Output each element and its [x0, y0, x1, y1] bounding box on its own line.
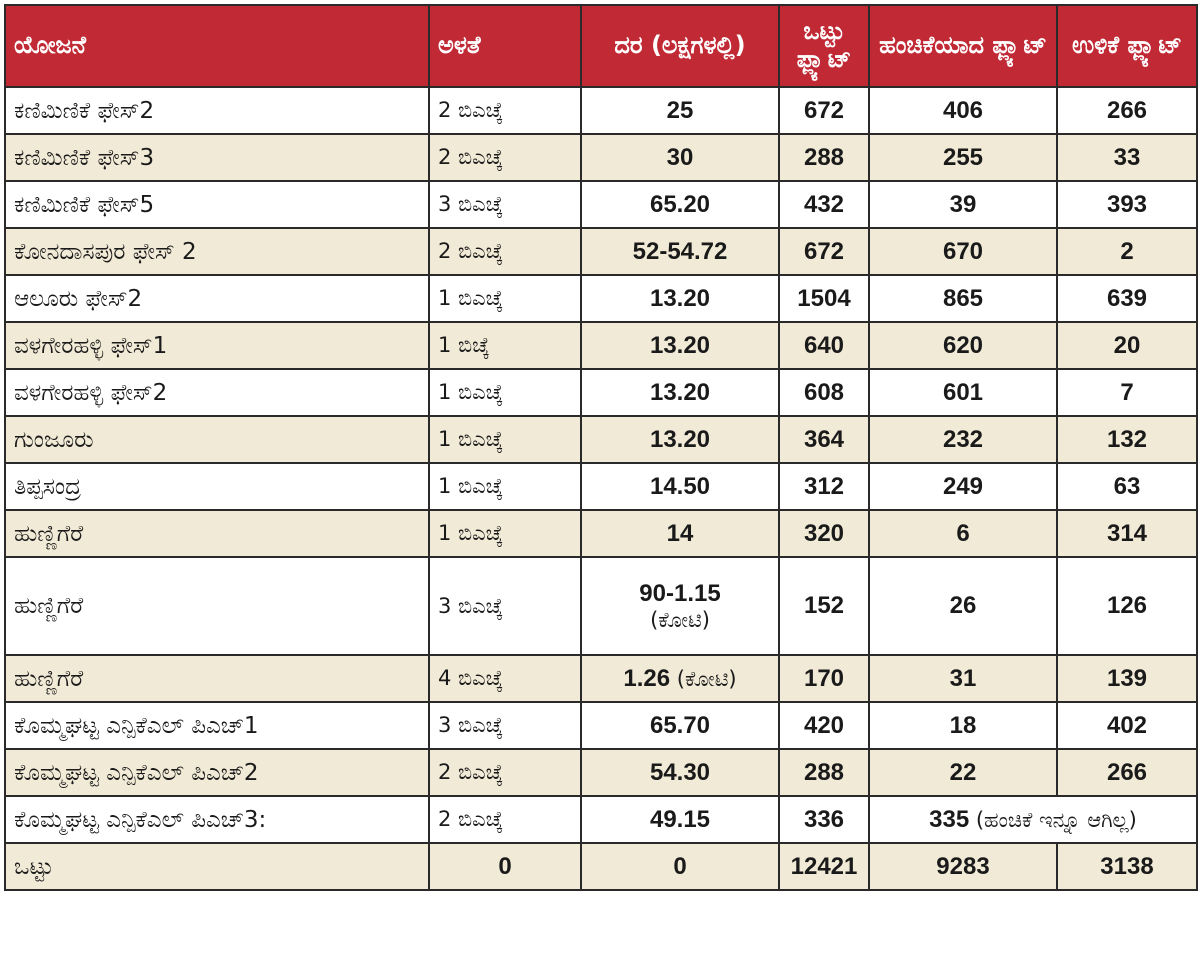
remaining-flats-value: 266 — [1057, 749, 1197, 796]
scheme-name: ಕಣಿಮಿಣಿಕೆ ಫೇಸ್5 — [5, 181, 429, 228]
scheme-name: ಗುಂಜೂರು — [5, 416, 429, 463]
total-flats-value: 364 — [779, 416, 869, 463]
allotted-flats-value: 601 — [869, 369, 1057, 416]
flat-size: 3 ಬಿಎಚ್ಕೆ — [429, 557, 581, 655]
allotted-flats-value: 31 — [869, 655, 1057, 702]
flat-size: 1 ಬಿಎಚ್ಕೆ — [429, 463, 581, 510]
remaining-flats-value: 139 — [1057, 655, 1197, 702]
header-total-flats: ಒಟ್ಟು ಫ್ಲ್ಯಾಟ್ — [779, 5, 869, 87]
scheme-name: ಕೋನದಾಸಪುರ ಫೇಸ್ 2 — [5, 228, 429, 275]
table-row — [5, 275, 1197, 322]
remaining-flats-value: 266 — [1057, 87, 1197, 134]
remaining-flats-value: 132 — [1057, 416, 1197, 463]
allotted-flats-value: 406 — [869, 87, 1057, 134]
rate-cell — [581, 655, 779, 702]
flat-size: 2 ಬಿಎಚ್ಕೆ — [429, 87, 581, 134]
table-row — [5, 322, 1197, 369]
allotted-flats-value: 670 — [869, 228, 1057, 275]
scheme-name: ಆಲೂರು ಫೇಸ್2 — [5, 275, 429, 322]
total-flats-value: 672 — [779, 87, 869, 134]
total-flats-value: 432 — [779, 181, 869, 228]
table-row — [5, 557, 1197, 655]
remaining-flats-value: 393 — [1057, 181, 1197, 228]
allotted-flats-value: 232 — [869, 416, 1057, 463]
table-row — [5, 702, 1197, 749]
rate-value: 13.20 — [581, 275, 779, 322]
rate-value: 54.30 — [581, 749, 779, 796]
total-flats-value: 288 — [779, 749, 869, 796]
scheme-name: ತಿಪ್ಪಸಂದ್ರ — [5, 463, 429, 510]
rate-value: 14.50 — [581, 463, 779, 510]
allotted-flats-value: 620 — [869, 322, 1057, 369]
scheme-name: ಹುಣ್ಣಿಗೆರೆ — [5, 557, 429, 655]
header-size: ಅಳತೆ — [429, 5, 581, 87]
rate-value: 52-54.72 — [581, 228, 779, 275]
allotted-flats-value: 22 — [869, 749, 1057, 796]
flat-size: 1 ಬಿಎಚ್ಕೆ — [429, 416, 581, 463]
header-rate: ದರ (ಲಕ್ಷಗಳಲ್ಲಿ) — [581, 5, 779, 87]
rate-value: 13.20 — [581, 322, 779, 369]
table-row — [5, 181, 1197, 228]
remaining-flats-value: 63 — [1057, 463, 1197, 510]
total-flats-value: 672 — [779, 228, 869, 275]
flat-size: 3 ಬಿಎಚ್ಕೆ — [429, 181, 581, 228]
flat-size: 1 ಬಿಚ್ಕೆ — [429, 322, 581, 369]
remaining-flats-value: 2 — [1057, 228, 1197, 275]
flat-size: 1 ಬಿಎಚ್ಕೆ — [429, 369, 581, 416]
rate-value: 14 — [581, 510, 779, 557]
remaining-flats-value: 33 — [1057, 134, 1197, 181]
allotted-flats-value: 18 — [869, 702, 1057, 749]
total-flats-value: 640 — [779, 322, 869, 369]
table-row — [5, 134, 1197, 181]
allotted-flats-value: 249 — [869, 463, 1057, 510]
remaining-flats-value: 314 — [1057, 510, 1197, 557]
header-remaining-flats: ಉಳಿಕೆ ಫ್ಲ್ಯಾಟ್ — [1057, 5, 1197, 87]
remaining-flats-value: 402 — [1057, 702, 1197, 749]
allotment-pending-note: (ಹಂಚಿಕೆ ಇನ್ನೂ ಆಗಿಲ್ಲ) — [969, 807, 1137, 832]
scheme-name: ಹುಣ್ಣಿಗೆರೆ — [5, 655, 429, 702]
allotted-flats-value: 335 — [929, 805, 970, 833]
housing-schemes-table-container — [4, 4, 1196, 891]
total-size-value: 0 — [429, 843, 581, 890]
scheme-name: ಕೊಮ್ಮಘಟ್ಟ ಎನ್ಪಿಕೆಎಲ್ ಪಿಎಚ್2 — [5, 749, 429, 796]
total-flats-value: 320 — [779, 510, 869, 557]
rate-value: 13.20 — [581, 369, 779, 416]
allotted-flats-value: 26 — [869, 557, 1057, 655]
flat-size: 1 ಬಿಎಚ್ಕೆ — [429, 275, 581, 322]
table-header-row — [5, 5, 1197, 87]
allotted-flats-value: 6 — [869, 510, 1057, 557]
rate-unit-note: (ಕೋಟಿ) — [650, 607, 710, 632]
scheme-name: ಕಣಿಮಿಣಿಕೆ ಫೇಸ್3 — [5, 134, 429, 181]
rate-value: 65.70 — [581, 702, 779, 749]
table-row — [5, 416, 1197, 463]
total-flats-value: 608 — [779, 369, 869, 416]
table-row — [5, 655, 1197, 702]
rate-value: 65.20 — [581, 181, 779, 228]
allotted-flats-value: 39 — [869, 181, 1057, 228]
remaining-flats-value: 126 — [1057, 557, 1197, 655]
total-flats-value: 312 — [779, 463, 869, 510]
allotted-flats-value: 865 — [869, 275, 1057, 322]
remaining-flats-value: 20 — [1057, 322, 1197, 369]
total-flats-value: 170 — [779, 655, 869, 702]
rate-unit-note: (ಕೋಟಿ) — [670, 666, 737, 691]
flat-size: 2 ಬಿಎಚ್ಕೆ — [429, 228, 581, 275]
total-flats-value: 288 — [779, 134, 869, 181]
table-row — [5, 510, 1197, 557]
scheme-name: ಕೊಮ್ಮಘಟ್ಟ ಎನ್ಪಿಕೆಎಲ್ ಪಿಎಚ್1 — [5, 702, 429, 749]
housing-schemes-table — [4, 4, 1198, 891]
scheme-name: ವಳಗೇರಹಳ್ಳಿ ಫೇಸ್1 — [5, 322, 429, 369]
scheme-name: ವಳಗೇರಹಳ್ಳಿ ಫೇಸ್2 — [5, 369, 429, 416]
total-rate-value: 0 — [581, 843, 779, 890]
table-row — [5, 749, 1197, 796]
scheme-name: ಕೊಮ್ಮಘಟ್ಟ ಎನ್ಪಿಕೆಎಲ್ ಪಿಎಚ್3: — [5, 796, 429, 843]
total-row — [5, 843, 1197, 890]
remaining-flats-value: 639 — [1057, 275, 1197, 322]
total-flats-value: 152 — [779, 557, 869, 655]
remaining-flats-value: 7 — [1057, 369, 1197, 416]
header-scheme: ಯೋಜನೆ — [5, 5, 429, 87]
rate-value: 25 — [581, 87, 779, 134]
flat-size: 2 ಬಿಎಚ್ಕೆ — [429, 134, 581, 181]
total-flats-value: 420 — [779, 702, 869, 749]
table-row — [5, 228, 1197, 275]
flat-size: 2 ಬಿಎಚ್ಕೆ — [429, 749, 581, 796]
grand-total-remaining-value: 3138 — [1057, 843, 1197, 890]
scheme-name: ಹುಣ್ಣಿಗೆರೆ — [5, 510, 429, 557]
allotted-flats-value: 255 — [869, 134, 1057, 181]
rate-value: 30 — [581, 134, 779, 181]
table-row — [5, 463, 1197, 510]
total-label: ಒಟ್ಟು — [5, 843, 429, 890]
table-row — [5, 796, 1197, 843]
flat-size: 3 ಬಿಎಚ್ಕೆ — [429, 702, 581, 749]
table-row — [5, 369, 1197, 416]
flat-size: 2 ಬಿಎಚ್ಕೆ — [429, 796, 581, 843]
grand-total-allotted-value: 9283 — [869, 843, 1057, 890]
grand-total-flats-value: 12421 — [779, 843, 869, 890]
rate-cell — [581, 557, 779, 655]
scheme-name: ಕಣಿಮಿಣಿಕೆ ಫೇಸ್2 — [5, 87, 429, 134]
rate-value: 49.15 — [581, 796, 779, 843]
rate-value: 90-1.15 — [639, 579, 721, 607]
total-flats-value: 336 — [779, 796, 869, 843]
rate-value: 1.26 — [623, 664, 671, 692]
table-row — [5, 87, 1197, 134]
flat-size: 4 ಬಿಎಚ್ಕೆ — [429, 655, 581, 702]
flat-size: 1 ಬಿಎಚ್ಕೆ — [429, 510, 581, 557]
rate-value: 13.20 — [581, 416, 779, 463]
header-allotted-flats: ಹಂಚಿಕೆಯಾದ ಫ್ಲ್ಯಾಟ್ — [869, 5, 1057, 87]
allotted-remaining-merged-cell — [869, 796, 1197, 843]
total-flats-value: 1504 — [779, 275, 869, 322]
